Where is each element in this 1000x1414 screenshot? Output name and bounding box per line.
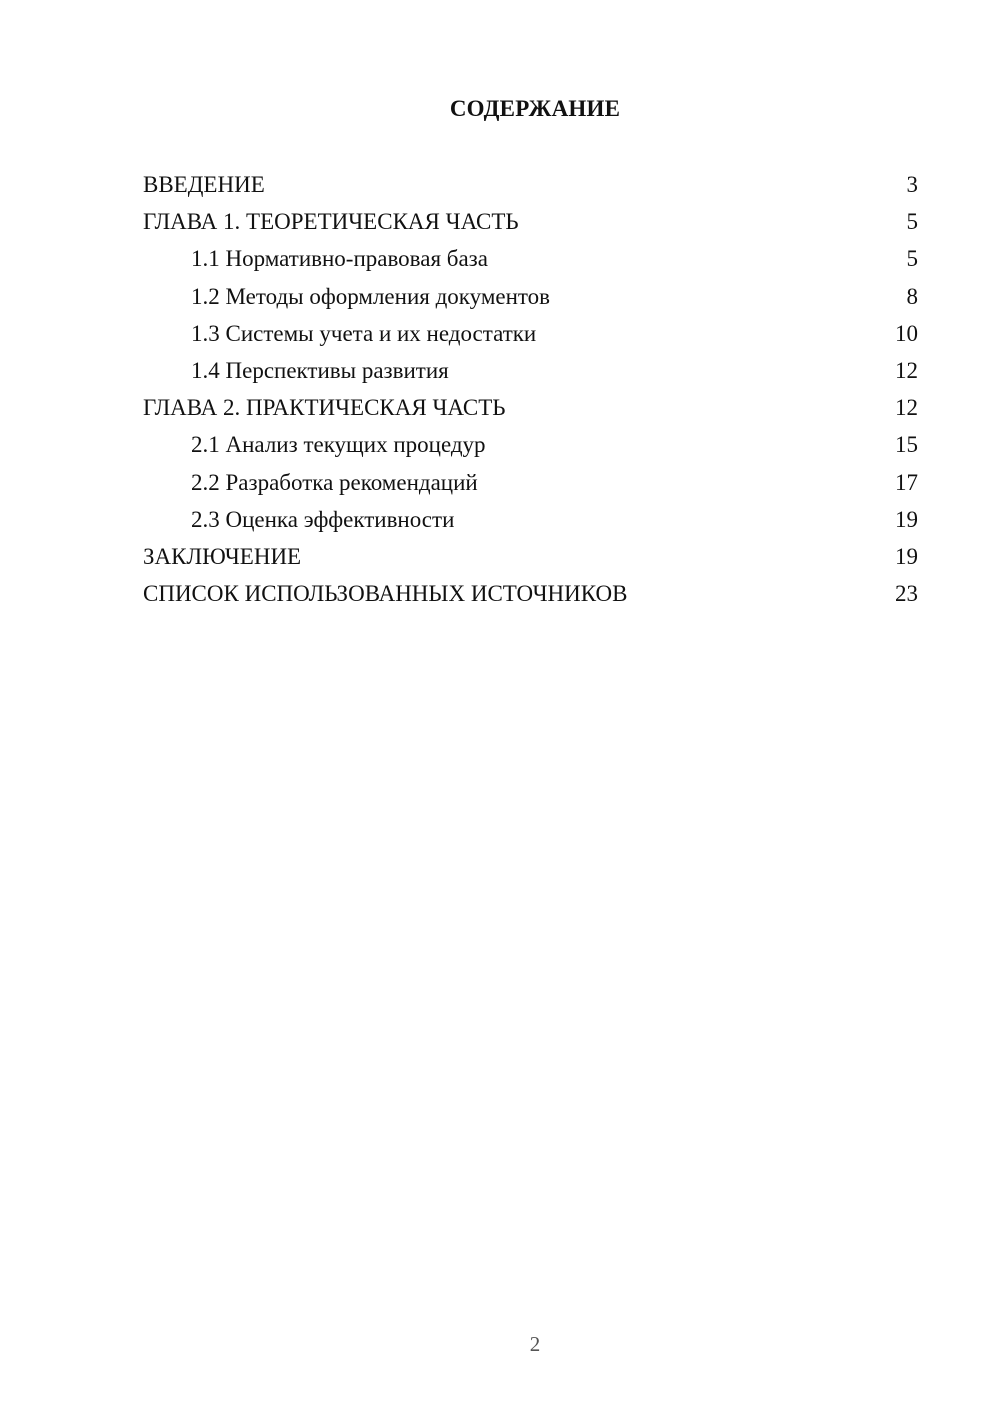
toc-entry-label: 1.3 Системы учета и их недостатки <box>191 320 537 346</box>
toc-entry-label: ГЛАВА 2. ПРАКТИЧЕСКАЯ ЧАСТЬ <box>143 395 506 421</box>
toc-entry-chapter-2[interactable] <box>143 389 918 426</box>
toc-entry-label: 2.3 Оценка эффективности <box>191 506 455 532</box>
toc-entry-chapter-1[interactable] <box>143 203 918 240</box>
toc-entry-label: ЗАКЛЮЧЕНИЕ <box>143 543 302 569</box>
toc-title: СОДЕРЖАНИЕ <box>449 96 621 121</box>
toc-entry-section-1-3[interactable] <box>143 315 918 352</box>
toc-entry-section-2-1[interactable] <box>143 426 918 463</box>
toc-entry-page: 12 <box>895 395 918 421</box>
toc-entry-label: 2.2 Разработка рекомендаций <box>191 469 478 495</box>
toc-entry-page: 3 <box>906 172 918 197</box>
toc-entry-page: 8 <box>906 283 918 309</box>
toc-entry-section-2-2[interactable] <box>143 464 918 501</box>
page-number: 2 <box>529 1332 541 1356</box>
toc-entry-page: 5 <box>906 246 918 272</box>
toc-entry-section-1-1[interactable] <box>143 240 918 277</box>
toc-entry-page: 10 <box>895 320 918 346</box>
toc-entry-label: 1.2 Методы оформления документов <box>191 283 551 309</box>
toc-entry-label: 1.1 Нормативно-правовая база <box>191 246 488 272</box>
toc-entry-references[interactable] <box>143 575 918 612</box>
toc-entry-section-2-3[interactable] <box>143 501 918 538</box>
toc-entry-page: 15 <box>895 432 918 458</box>
toc-entry-label: СПИСОК ИСПОЛЬЗОВАННЫХ ИСТОЧНИКОВ <box>143 581 628 607</box>
toc-entry-page: 19 <box>895 506 918 532</box>
toc-entry-section-1-4[interactable] <box>143 352 918 389</box>
toc-entry-section-1-2[interactable] <box>143 278 918 315</box>
toc-entry-page: 19 <box>895 543 918 569</box>
toc-entry-page: 12 <box>895 357 918 383</box>
toc-entry-label: ВВЕДЕНИЕ <box>143 172 265 197</box>
toc-entry-label: ГЛАВА 1. ТЕОРЕТИЧЕСКАЯ ЧАСТЬ <box>143 209 519 235</box>
toc-entry-page: 17 <box>895 469 918 495</box>
table-of-contents <box>143 166 918 612</box>
toc-entry-page: 5 <box>906 209 918 235</box>
toc-entry-label: 1.4 Перспективы развития <box>191 357 449 383</box>
toc-entry-label: 2.1 Анализ текущих процедур <box>191 432 486 458</box>
toc-entry-page: 23 <box>895 581 918 607</box>
toc-entry-introduction[interactable] <box>143 166 918 203</box>
toc-entry-conclusion[interactable] <box>143 538 918 575</box>
